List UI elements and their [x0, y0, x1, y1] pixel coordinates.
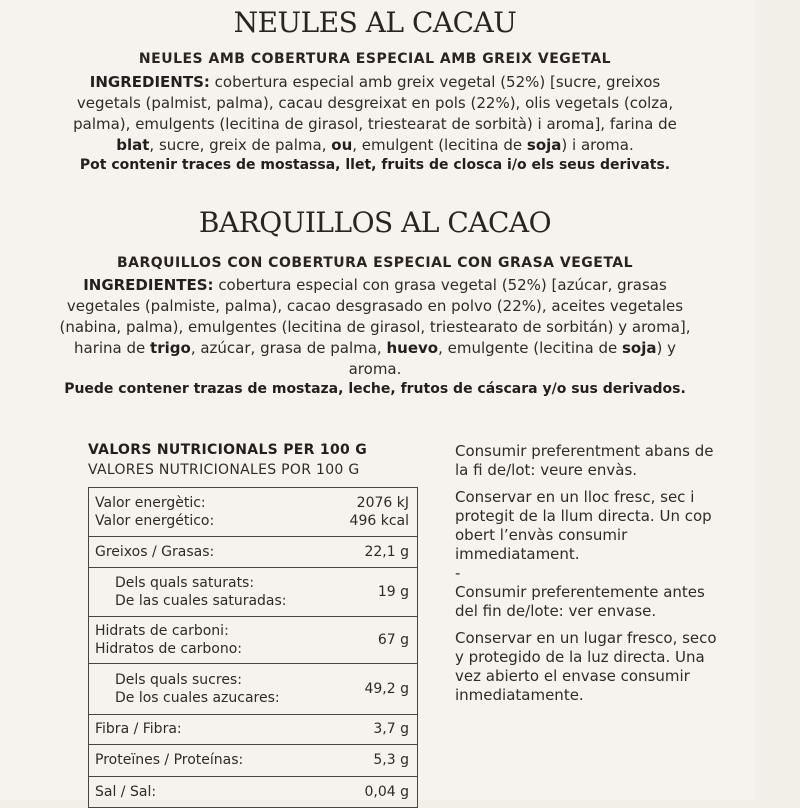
nutrition-row-salt: [89, 777, 417, 807]
storage-catalan: Conservar en un lloc fresc, sec i protegit de la llum directa. Un cop obert l’envàs consumir immediatament.: [455, 488, 712, 563]
ingredients-text: ) y aroma.: [348, 339, 676, 378]
subtitle-spanish: BARQUILLOS CON COBERTURA ESPECIAL CON GRASA VEGETAL: [116, 255, 634, 271]
separator-dash: -: [455, 564, 461, 582]
ingredients-text: ) i aroma.: [561, 136, 634, 154]
row-value: 19 g: [377, 584, 409, 600]
nutrition-row-saturates: [89, 568, 417, 617]
allergen: ou: [331, 136, 353, 154]
best-before-catalan: Consumir preferentment abans de la fi de/lot: veure envàs.: [455, 442, 714, 479]
nutrition-heading-catalan: VALORS NUTRICIONALS PER 100 G: [88, 442, 367, 458]
row-label: Greixos / Grasas:: [95, 544, 215, 560]
nutrition-table: [88, 487, 418, 808]
nutrition-heading: [88, 442, 418, 482]
row-label: De las cuales saturadas:: [115, 593, 287, 609]
traces-catalan: Pot contenir traces de mostassa, llet, fruits de closca i/o els seus derivats.: [79, 157, 671, 173]
row-value: 67 g: [377, 632, 409, 648]
nutrition-row-protein: [89, 745, 417, 777]
nutrition-row-energy: [89, 488, 417, 537]
ingredients-text: cobertura especial con grasa vegetal (52%) [azúcar, grasas vegetales (palmiste, palma), cacao desgrasado en polvo (22%), aceites vegetales (nabina, palma), emulgentes (lecitina de girasol, triestearato de sorbitán) y aroma], harina de: [59, 276, 691, 357]
ingredients-text: , emulgent (lecitina de: [352, 136, 527, 154]
ingredients-catalan: [58, 72, 692, 156]
storage-spanish: Conservar en un lugar fresco, seco y protegido de la luz directa. Una vez abierto el envase consumir inmediatamente.: [455, 629, 717, 704]
row-value: 49,2 g: [364, 681, 409, 697]
row-label: Dels quals saturats:: [115, 575, 255, 591]
allergen: blat: [116, 136, 150, 154]
ingredients-text: cobertura especial amb greix vegetal (52%) [sucre, greixos vegetals (palmist, palma), cacau desgreixat en pols (22%), olis vegetals (colza, palma), emulgents (lecitina de girasol, triestearat de sorbità) i aroma], farina de: [73, 73, 677, 133]
nutrition-row-carbohydrate: [89, 617, 417, 664]
row-label: Hidrats de carboni:: [95, 623, 229, 639]
row-label: Hidratos de carbono:: [95, 641, 243, 657]
subtitle-catalan: NEULES AMB COBERTURA ESPECIAL AMB GREIX VEGETAL: [138, 51, 612, 67]
row-label: Sal / Sal:: [95, 784, 157, 800]
storage-instructions: [455, 442, 730, 705]
ingredients-text: , emulgente (lecitina de: [438, 339, 622, 357]
nutrition-row-sugars: [89, 664, 417, 715]
row-label: Fibra / Fibra:: [95, 721, 182, 737]
row-value: 496 kcal: [349, 513, 409, 529]
ingredients-text: , azúcar, grasa de palma,: [190, 339, 387, 357]
allergen: huevo: [386, 339, 439, 357]
nutrition-row-fibre: [89, 715, 417, 745]
ingredients-text: , sucre, greix de palma,: [149, 136, 332, 154]
row-value: 5,3 g: [373, 752, 409, 768]
nutrition-heading-spanish: VALORES NUTRICIONALES POR 100 G: [88, 462, 360, 478]
row-label: De los cuales azucares:: [115, 690, 280, 706]
title-catalan: NEULES AL CACAU: [233, 6, 517, 39]
row-value: 3,7 g: [373, 721, 409, 737]
allergen: soja: [526, 136, 562, 154]
nutrition-row-fat: [89, 537, 417, 568]
ingredients-spanish: [58, 275, 692, 380]
best-before-spanish: Consumir preferentemente antes del fin de/lote: ver envase.: [455, 583, 705, 620]
row-label: Valor energético:: [95, 513, 215, 529]
row-value: 22,1 g: [364, 544, 409, 560]
row-label: Valor energètic:: [95, 495, 206, 511]
title-spanish: BARQUILLOS AL CACAO: [198, 206, 552, 239]
allergen: soja: [621, 339, 657, 357]
row-value: 0,04 g: [364, 784, 409, 800]
allergen: trigo: [150, 339, 191, 357]
row-label: Dels quals sucres:: [115, 672, 242, 688]
ingredients-label-spanish: INGREDIENTES:: [83, 276, 214, 294]
traces-spanish: Puede contener trazas de mostaza, leche, frutos de cáscara y/o sus derivados.: [64, 381, 686, 397]
row-value: 2076 kJ: [356, 495, 409, 511]
row-label: Proteïnes / Proteínas:: [95, 752, 244, 768]
ingredients-label-catalan: INGREDIENTS:: [89, 73, 210, 91]
